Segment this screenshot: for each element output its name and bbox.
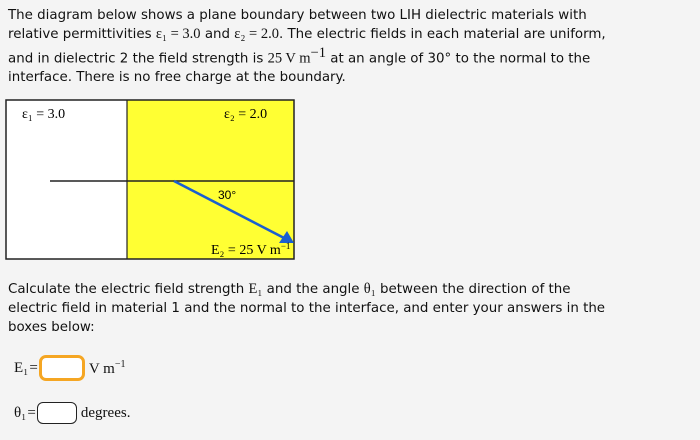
question-text-part: Calculate the electric field strength <box>8 282 249 297</box>
question-text <box>8 280 693 337</box>
field-label-exp: −1 <box>280 241 291 251</box>
theta1-symbol: θ₁ <box>363 281 376 297</box>
angle-label: 30° <box>218 188 237 202</box>
question-text-part: between the direction of the <box>375 282 571 297</box>
intro-text: . The electric fields in each material are uniform, <box>278 27 606 42</box>
dielectric-1-region <box>6 100 127 259</box>
eps1-label: ε₁ = 3.0 <box>22 107 66 122</box>
e1-unit <box>89 359 126 378</box>
boundary-diagram <box>4 98 296 261</box>
theta1-answer-input[interactable] <box>37 402 77 424</box>
e1-symbol: E₁ <box>248 281 263 297</box>
intro-line-2 <box>8 25 693 44</box>
eps2-label: ε₂ = 2.0 <box>224 107 268 122</box>
theta1-unit: degrees. <box>80 404 131 421</box>
e1-answer-input[interactable] <box>39 355 85 381</box>
e1-unit-text: V m <box>88 360 115 377</box>
problem-statement <box>8 6 693 87</box>
eps2-value: ε₂ = 2.0 <box>234 26 279 42</box>
e1-unit-exp: −1 <box>114 358 126 370</box>
field-label <box>211 241 290 258</box>
intro-text: at an angle of 30° to the normal to the <box>325 51 591 67</box>
equals-sign: = <box>29 359 38 376</box>
intro-line-1: The diagram below shows a plane boundary between two LIH dielectric materials with <box>8 8 587 23</box>
intro-line-3 <box>8 44 693 68</box>
eps1-value: ε₁ = 3.0 <box>155 26 201 42</box>
question-line-1 <box>8 280 693 299</box>
field-strength-value: 25 V m <box>267 50 311 67</box>
intro-text: relative permittivities <box>8 27 156 42</box>
theta1-answer-row <box>14 398 130 428</box>
e1-answer-row <box>14 353 126 383</box>
field-exponent: −1 <box>310 45 326 61</box>
question-line-3: boxes below: <box>8 320 95 335</box>
field-label-text: E₂ = 25 V m <box>211 243 281 258</box>
question-line-2: electric field in material 1 and the normal to the interface, and enter your answers in the <box>8 301 606 316</box>
theta1-answer-label: θ₁ <box>14 404 27 421</box>
intro-line-4: interface. There is no free charge at the boundary. <box>8 70 346 86</box>
question-text-part: and the angle <box>262 282 364 297</box>
e1-answer-label: E₁ <box>14 359 29 376</box>
intro-text: and <box>200 27 235 42</box>
dielectric-2-region <box>127 100 294 259</box>
intro-text: and in dielectric 2 the field strength is <box>8 51 268 67</box>
equals-sign: = <box>27 404 36 421</box>
